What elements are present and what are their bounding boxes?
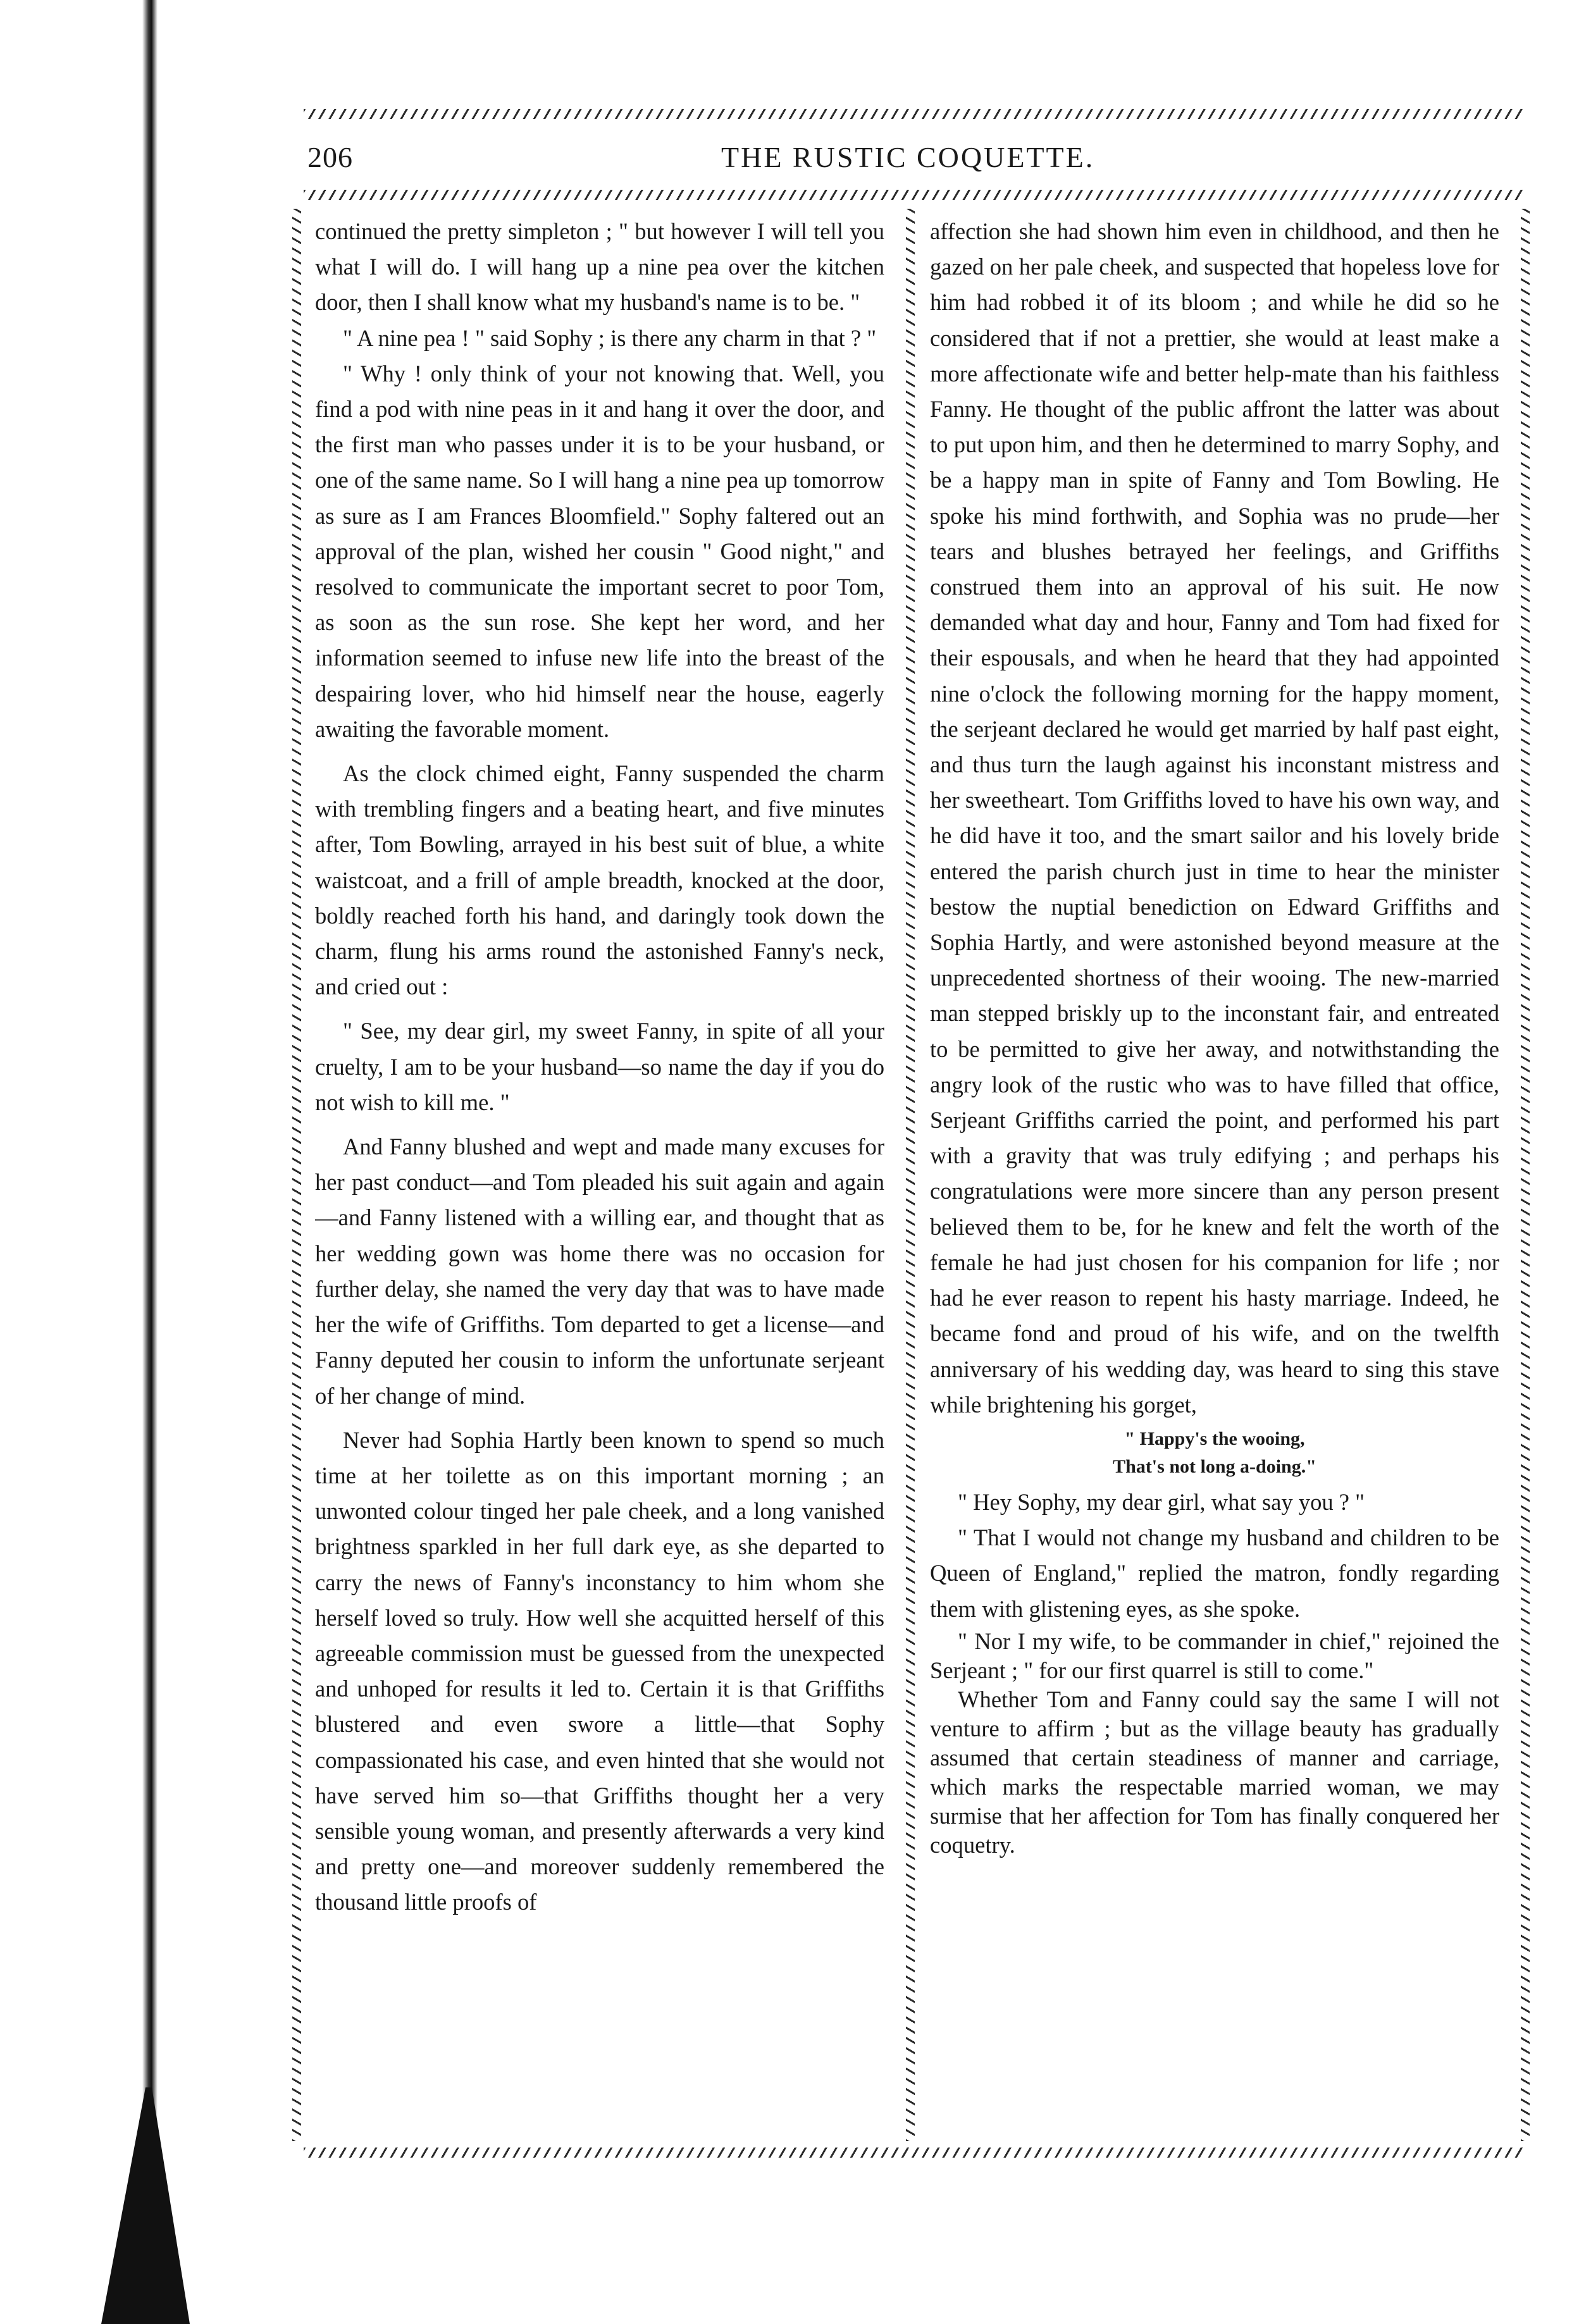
paragraph: " Nor I my wife, to be commander in chief," rejoined the Serjeant ; " for our first quarrel is still to come."	[930, 1628, 1499, 1683]
verse-line: That's not long a-doing."	[1113, 1456, 1316, 1477]
left-border-rule	[292, 209, 301, 2141]
right-column	[930, 214, 1499, 2137]
running-title: THE RUSTIC COQUETTE.	[721, 141, 1095, 173]
column-divider-rule	[906, 209, 915, 2141]
top-ornamental-rule	[304, 109, 1525, 119]
paragraph: " Why ! only think of your not knowing that. Well, you find a pod with nine peas in it and hang it over the door, and the first man who passes under it is to be your husband, or one of the same name. So I will hang a nine pea up tomorrow as sure as I am Frances Bloomfield." Sophy faltered out an approval of the plan, wished her cousin " Good night," and resolved to communicate the important secret to poor Tom, as soon as the sun rose. She kept her word, and her information seemed to infuse new life into the breast of the despairing lover, who hid himself near the house, eagerly awaiting the favorable moment.	[315, 360, 884, 742]
verse-quote	[930, 1425, 1499, 1481]
binding-shadow	[101, 2087, 190, 2324]
page-number: 206	[307, 141, 353, 173]
paragraph: And Fanny blushed and wept and made many excuses for her past conduct—and Tom pleaded his suit again and again—and Fanny listened with a willing ear, and thought that as her wedding gown was home there was no occasion for further delay, she named the very day that was to have made her the wife of Griffiths. Tom departed to get a license—and Fanny deputed her cousin to inform the unfortunate serjeant of her change of mind.	[315, 1134, 884, 1409]
paragraph: continued the pretty simpleton ; " but however I will tell you what I will do. I will hang up a nine pea over the kitchen door, then I shall know what my husband's name is to be. "	[315, 218, 884, 316]
paragraph: " That I would not change my husband and children to be Queen of England," replied the matron, fondly regarding them with glistening eyes, as she spoke.	[930, 1524, 1499, 1622]
paragraph: As the clock chimed eight, Fanny suspended the charm with trembling fingers and a beating heart, and five minutes after, Tom Bowling, arrayed in his best suit of blue, a white waistcoat, and a frill of ample breadth, knocked at the door, boldly reached forth his hand, and daringly took down the charm, flung his arms round the astonished Fanny's neck, and cried out :	[315, 760, 884, 1000]
right-border-rule	[1521, 209, 1530, 2141]
paragraph: " See, my dear girl, my sweet Fanny, in spite of all your cruelty, I am to be your husband—so name the day if you do not wish to kill me. "	[315, 1018, 884, 1115]
paragraph: Never had Sophia Hartly been known to spend so much time at her toilette as on this important morning ; an unwonted colour tinged her pale cheek, and a long vanished brightness sparkled in her full dark eye, as she departed to carry the news of Fanny's inconstancy to him whom she herself loved so truly. How well she acquitted herself of this agreeable commission must be guessed from the unexpected and unhoped for results it led to. Certain it is that Griffiths blustered and even swore a little—that Sophy compassionated his case, and even hinted that she would not have served him so—that Griffiths thought her a very sensible young woman, and presently afterwards a very kind and pretty one—and moreover suddenly remembered the thousand little proofs of	[315, 1426, 884, 1915]
paragraph: " Hey Sophy, my dear girl, what say you ? "	[958, 1488, 1365, 1515]
paragraph: Whether Tom and Fanny could say the same I will not venture to affirm ; but as the village beauty has gradually assumed that certain steadiness of manner and carriage, which marks the respectable married woman, we may surmise that her affection for Tom has finally conquered her coquetry.	[930, 1686, 1499, 1858]
paragraph: " A nine pea ! " said Sophy ; is there any charm in that ? "	[343, 324, 877, 351]
left-column	[315, 214, 884, 2137]
header-rule	[304, 190, 1525, 200]
bottom-ornamental-rule	[304, 2148, 1525, 2158]
paragraph: affection she had shown him even in childhood, and then he gazed on her pale cheek, and suspected that hopeless love for him had robbed it of its bloom ; and while he did so he considered that if not a prettier, she would at least make a more affectionate wife and better help-mate than his faithless Fanny. He thought of the public affront the latter was about to put upon him, and then he determined to marry Sophy, and be a happy man in spite of Fanny and Tom Bowling. He spoke his mind forthwith, and Sophia was no prude—her tears and blushes betrayed her feelings, and Griffiths construed them into an approval of his suit. He now demanded what day and hour, Fanny and Tom had fixed for their espousals, and when he heard that they had appointed nine o'clock the following morning for the happy moment, the serjeant declared he would get married by half past eight, and thus turn the laugh against his inconstant mistress and her sweetheart. Tom Griffiths loved to have his own way, and he did have it too, and the smart sailor and his lovely bride entered the parish church just in time to hear the minister bestow the nuptial benediction on Edward Griffiths and Sophia Hartly, and were astonished beyond measure at the unprecedented shortness of their wooing. The new-married man stepped briskly up to the inconstant fair, and entreated to be permitted to give her away, and notwithstanding the angry look of the rustic who was to have filled that office, Serjeant Griffiths carried the point, and performed his part with a gravity that was truly edifying ; and perhaps his congratulations were more sincere than any person present believed them to be, for he knew and felt the worth of the female he had just chosen for his companion for life ; nor had he ever reason to repent his hasty marriage. Indeed, he became fond and proud of his wife, and on the twelfth anniversary of his wedding day, was heard to sing this stave while brightening his gorget,	[930, 218, 1499, 1418]
verse-line: " Happy's the wooing,	[1124, 1428, 1305, 1449]
binding-edge	[142, 0, 158, 2324]
